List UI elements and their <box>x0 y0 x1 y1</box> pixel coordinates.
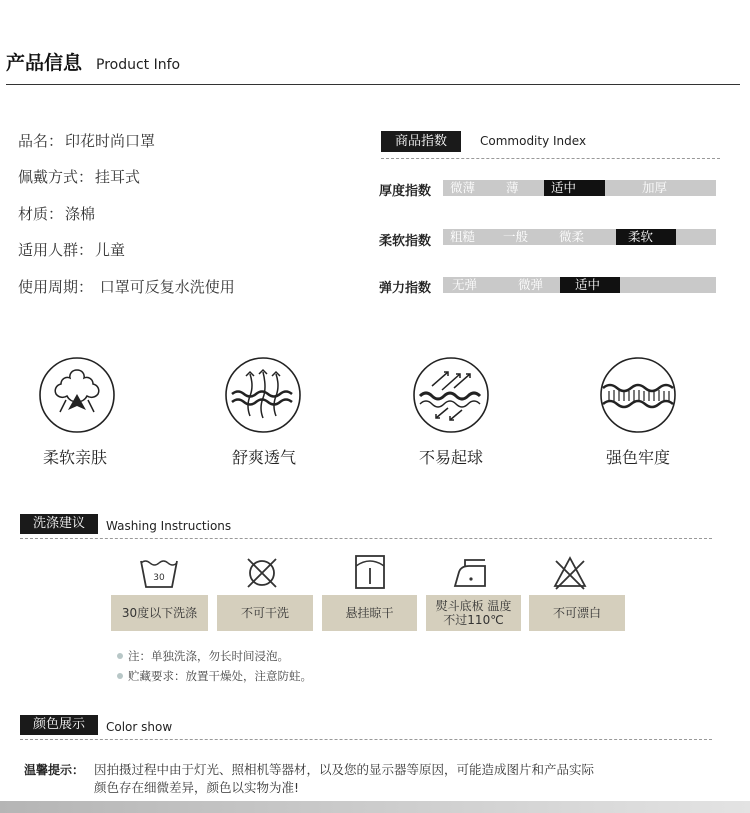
header-divider <box>6 84 740 85</box>
washing-title-en: Washing Instructions <box>106 519 232 533</box>
wash-label-30: 30度以下洗涤 <box>111 595 208 631</box>
spec-value: 涤棉 <box>65 205 96 223</box>
spec-item-name <box>18 130 155 151</box>
elasticity-option: 微弹 <box>518 277 544 292</box>
thickness-index-bar <box>443 180 716 196</box>
wash-label-iron: 熨斗底板 温度不过110℃ <box>426 595 521 631</box>
no-dry-clean-icon <box>242 553 282 593</box>
thickness-option: 薄 <box>506 180 519 195</box>
spec-label: 材质： <box>18 205 64 223</box>
spec-label: 适用人群： <box>18 241 94 259</box>
hang-dry-icon <box>350 552 390 592</box>
thickness-index-label: 厚度指数 <box>379 184 432 199</box>
softness-option-selected: 柔软 <box>616 229 676 245</box>
spec-item-audience <box>18 239 125 260</box>
bullet-dot <box>117 673 123 679</box>
elasticity-option: 无弹 <box>452 277 478 292</box>
feature-label-soft: 柔软亲肤 <box>42 448 107 467</box>
washing-tag: 洗涤建议 <box>20 514 98 534</box>
color-show-tag: 颜色展示 <box>20 715 98 735</box>
page-subtitle: Product Info <box>96 57 181 73</box>
feature-label-breathable: 舒爽透气 <box>231 448 296 467</box>
softness-option: 一般 <box>503 229 529 244</box>
page-title: 产品信息 <box>6 52 83 74</box>
washing-divider <box>20 538 712 539</box>
reminder-line-2: 颜色存在细微差异，颜色以实物为准! <box>94 780 300 795</box>
wash-label-hang-dry: 悬挂晾干 <box>322 595 417 631</box>
feature-label-colorfast: 强色牢度 <box>605 448 670 467</box>
spec-label: 品名： <box>18 132 64 150</box>
color-show-title-en: Color show <box>106 720 173 734</box>
commodity-index-tag: 商品指数 <box>381 131 461 152</box>
wash-note-text: 注：单独洗涤，勿长时间浸泡。 <box>128 649 289 663</box>
spec-value: 儿童 <box>95 241 126 259</box>
wash-30-icon <box>139 553 179 593</box>
softness-option: 粗糙 <box>450 229 476 244</box>
softness-index-bar <box>443 229 716 245</box>
thickness-option: 微薄 <box>450 180 476 195</box>
breathable-icon <box>224 356 302 434</box>
thickness-option: 加厚 <box>642 180 668 195</box>
color-show-divider <box>20 739 712 740</box>
spec-label: 佩戴方式： <box>18 168 94 186</box>
commodity-index-divider <box>381 158 720 159</box>
wash-temp: 30 <box>153 573 165 583</box>
storage-note-text: 贮藏要求：放置干燥处，注意防蛀。 <box>128 669 312 683</box>
elasticity-index-label: 弹力指数 <box>379 281 432 296</box>
spec-item-wearing <box>18 166 140 187</box>
reminder-line-1: 因拍摄过程中由于灯光、照相机等器材，以及您的显示器等原因，可能造成图片和产品实际 <box>94 762 595 777</box>
iron-icon <box>451 554 491 594</box>
spec-item-material <box>18 203 95 224</box>
anti-pilling-icon <box>412 356 490 434</box>
wash-label-no-bleach: 不可漂白 <box>529 595 625 631</box>
spec-label: 使用周期： <box>18 278 94 296</box>
spec-value: 口罩可反复水洗使用 <box>95 278 235 296</box>
softness-option: 微柔 <box>559 229 585 244</box>
cotton-icon <box>38 356 116 434</box>
bottom-shade <box>0 801 750 813</box>
thickness-option-selected: 适中 <box>544 180 605 196</box>
spec-value: 印花时尚口罩 <box>65 132 156 150</box>
bullet-dot <box>117 653 123 659</box>
no-bleach-icon <box>550 553 590 593</box>
wash-label-no-dry-clean: 不可干洗 <box>217 595 313 631</box>
softness-index-label: 柔软指数 <box>379 234 432 249</box>
elasticity-option-selected: 适中 <box>560 277 620 293</box>
colorfast-icon <box>599 356 677 434</box>
commodity-index-title-en: Commodity Index <box>480 134 587 148</box>
reminder-label: 温馨提示： <box>24 763 85 777</box>
spec-value: 挂耳式 <box>95 168 141 186</box>
storage-note <box>117 668 312 684</box>
wash-note <box>117 648 289 664</box>
spec-item-cycle <box>18 276 235 297</box>
feature-label-anti-pilling: 不易起球 <box>418 448 483 467</box>
elasticity-index-bar <box>443 277 716 293</box>
